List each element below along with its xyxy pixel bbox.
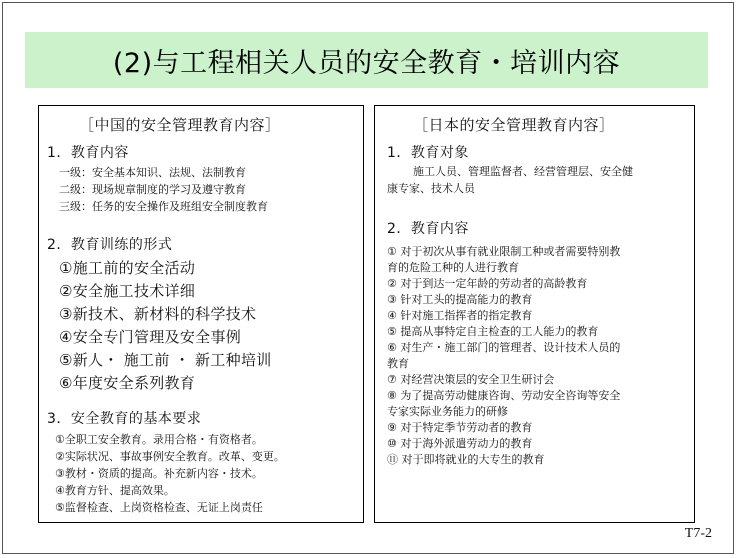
china-section-2-item: ⑤新人・ 施工前 ・ 新工种培训 xyxy=(59,351,272,369)
china-section-2-item: ④安全专门管理及安全事例 xyxy=(59,328,242,346)
japan-section-2-line: ③ 针对工头的提高能力的教育 xyxy=(387,293,533,306)
japan-section-2-line: ⑩ 对于海外派遣劳动力的教育 xyxy=(387,437,533,450)
japan-panel-heading: ［日本的安全管理教育内容］ xyxy=(413,116,615,134)
japan-section-2-title: 2．教育内容 xyxy=(387,221,469,237)
page-code: T7-2 xyxy=(684,526,712,541)
japan-section-1-line: 康专家、技术人员 xyxy=(387,182,475,195)
china-section-3-item: ①全职工安全教育。录用合格・有资格者。 xyxy=(55,433,263,446)
japan-section-2-line: ⑥ 对生产・施工部门的管理者、设计技术人员的 xyxy=(387,341,621,354)
china-section-1-item: 三级：任务的安全操作及班组安全制度教育 xyxy=(59,200,268,213)
japan-section-2-line: ⑧ 为了提高劳动健康咨询、劳动安全咨询等安全 xyxy=(387,389,621,402)
china-section-2-item: ②安全施工技术详细 xyxy=(59,282,196,300)
japan-section-2-line: 育的危险工种的人进行教育 xyxy=(387,261,519,274)
japan-section-2-line: 教育 xyxy=(387,357,409,370)
japan-education-panel xyxy=(374,105,695,523)
japan-section-1-line: 施工人员、管理监督者、经营管理层、安全健 xyxy=(413,165,633,178)
japan-section-2-line: ④ 针对施工指挥者的指定教育 xyxy=(387,309,533,322)
china-section-1-item: 二级：现场规章制度的学习及遵守教育 xyxy=(59,183,246,196)
japan-section-2-line: ⑦ 对经营决策层的安全卫生研讨会 xyxy=(387,373,555,386)
china-section-2-item: ③新技术、新材料的科学技术 xyxy=(59,305,257,323)
china-panel-heading: ［中国的安全管理教育内容］ xyxy=(79,116,281,134)
china-section-3-title: 3．安全教育的基本要求 xyxy=(47,411,202,427)
china-section-2-item: ⑥年度安全系列教育 xyxy=(59,374,196,392)
title-banner xyxy=(25,32,708,88)
page-title: (2)与工程相关人员的安全教育・培训内容 xyxy=(112,47,621,79)
china-section-2-title: 2．教育训练的形式 xyxy=(47,237,173,253)
china-section-1-item: 一级：安全基本知识、法规、法制教育 xyxy=(59,166,246,179)
japan-section-2-line: ⑨ 对于特定季节劳动者的教育 xyxy=(387,421,533,434)
china-section-1-title: 1．教育内容 xyxy=(47,145,129,161)
japan-section-2-line: 专家实际业务能力的研修 xyxy=(387,405,508,418)
japan-section-2-line: ⑤ 提高从事特定自主检查的工人能力的教育 xyxy=(387,325,599,338)
japan-section-1-title: 1．教育对象 xyxy=(387,145,469,161)
china-section-3-item: ⑤监督检查、上岗资格检查、无证上岗责任 xyxy=(55,501,263,514)
china-section-3-item: ③教材・资质的提高。补充新内容・技术。 xyxy=(55,467,263,480)
china-education-panel xyxy=(38,105,364,523)
japan-section-2-line: ② 对于到达一定年龄的劳动者的高龄教育 xyxy=(387,277,588,290)
china-section-2-item: ①施工前的安全活动 xyxy=(59,259,196,277)
japan-section-2-line: ① 对于初次从事有就业限制工种或者需要特别教 xyxy=(387,245,621,258)
japan-section-2-line: ⑪ 对于即将就业的大专生的教育 xyxy=(387,453,545,466)
china-section-3-item: ②实际状况、事故事例安全教育。改革、变更。 xyxy=(55,450,285,463)
china-section-3-item: ④教育方针、提高效果。 xyxy=(55,484,175,497)
